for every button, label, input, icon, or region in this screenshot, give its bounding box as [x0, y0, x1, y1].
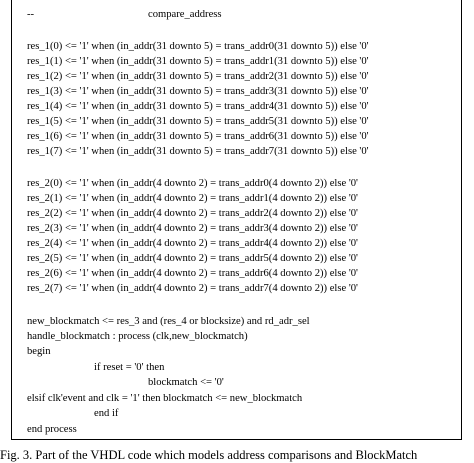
- code-line-res2-0: res_2(0) <= '1' when (in_addr(4 downto 2) = trans_addr0(4 downto 2)) else '0': [27, 178, 358, 189]
- code-line-res1-6: res_1(6) <= '1' when (in_addr(31 downto 5) = trans_addr6(31 downto 5)) else '0': [27, 131, 369, 142]
- code-line-res2-6: res_2(6) <= '1' when (in_addr(4 downto 2) = trans_addr6(4 downto 2)) else '0': [27, 268, 358, 279]
- code-line-new-blockmatch: new_blockmatch <= res_3 and (res_4 or blocksize) and rd_adr_sel: [27, 316, 310, 327]
- figure-caption: Fig. 3. Part of the VHDL code which models address comparisons and BlockMatch: [0, 448, 418, 462]
- code-line-end-process: end process: [27, 424, 77, 435]
- comment-dashes: --: [27, 9, 35, 20]
- code-line-process-decl: handle_blockmatch : process (clk,new_blockmatch): [27, 331, 248, 342]
- code-line-if-reset: if reset = '0' then: [94, 362, 165, 373]
- code-line-res2-5: res_2(5) <= '1' when (in_addr(4 downto 2) = trans_addr5(4 downto 2)) else '0': [27, 253, 358, 264]
- code-line-res2-2: res_2(2) <= '1' when (in_addr(4 downto 2) = trans_addr2(4 downto 2)) else '0': [27, 208, 358, 219]
- code-line-res1-1: res_1(1) <= '1' when (in_addr(31 downto 5) = trans_addr1(31 downto 5)) else '0': [27, 56, 369, 67]
- code-line-res1-4: res_1(4) <= '1' when (in_addr(31 downto 5) = trans_addr4(31 downto 5)) else '0': [27, 101, 369, 112]
- code-line-res2-3: res_2(3) <= '1' when (in_addr(4 downto 2) = trans_addr3(4 downto 2)) else '0': [27, 223, 358, 234]
- section-title: compare_address: [148, 9, 222, 20]
- code-line-res2-4: res_2(4) <= '1' when (in_addr(4 downto 2) = trans_addr4(4 downto 2)) else '0': [27, 238, 358, 249]
- code-line-res2-7: res_2(7) <= '1' when (in_addr(4 downto 2) = trans_addr7(4 downto 2)) else '0': [27, 283, 358, 294]
- code-line-res2-1: res_2(1) <= '1' when (in_addr(4 downto 2) = trans_addr1(4 downto 2)) else '0': [27, 193, 358, 204]
- code-line-res1-7: res_1(7) <= '1' when (in_addr(31 downto 5) = trans_addr7(31 downto 5)) else '0': [27, 146, 369, 157]
- code-line-end-if: end if: [94, 408, 119, 419]
- code-line-blockmatch-reset: blockmatch <= '0': [148, 377, 224, 388]
- code-line-res1-0: res_1(0) <= '1' when (in_addr(31 downto 5) = trans_addr0(31 downto 5)) else '0': [27, 41, 369, 52]
- code-line-elsif: elsif clk'event and clk = '1' then blockmatch <= new_blockmatch: [27, 393, 303, 404]
- code-line-res1-2: res_1(2) <= '1' when (in_addr(31 downto 5) = trans_addr2(31 downto 5)) else '0': [27, 71, 369, 82]
- code-line-res1-3: res_1(3) <= '1' when (in_addr(31 downto 5) = trans_addr3(31 downto 5)) else '0': [27, 86, 369, 97]
- code-line-res1-5: res_1(5) <= '1' when (in_addr(31 downto 5) = trans_addr5(31 downto 5)) else '0': [27, 116, 369, 127]
- code-line-begin: begin: [27, 346, 51, 357]
- vhdl-code-box: [11, 0, 462, 440]
